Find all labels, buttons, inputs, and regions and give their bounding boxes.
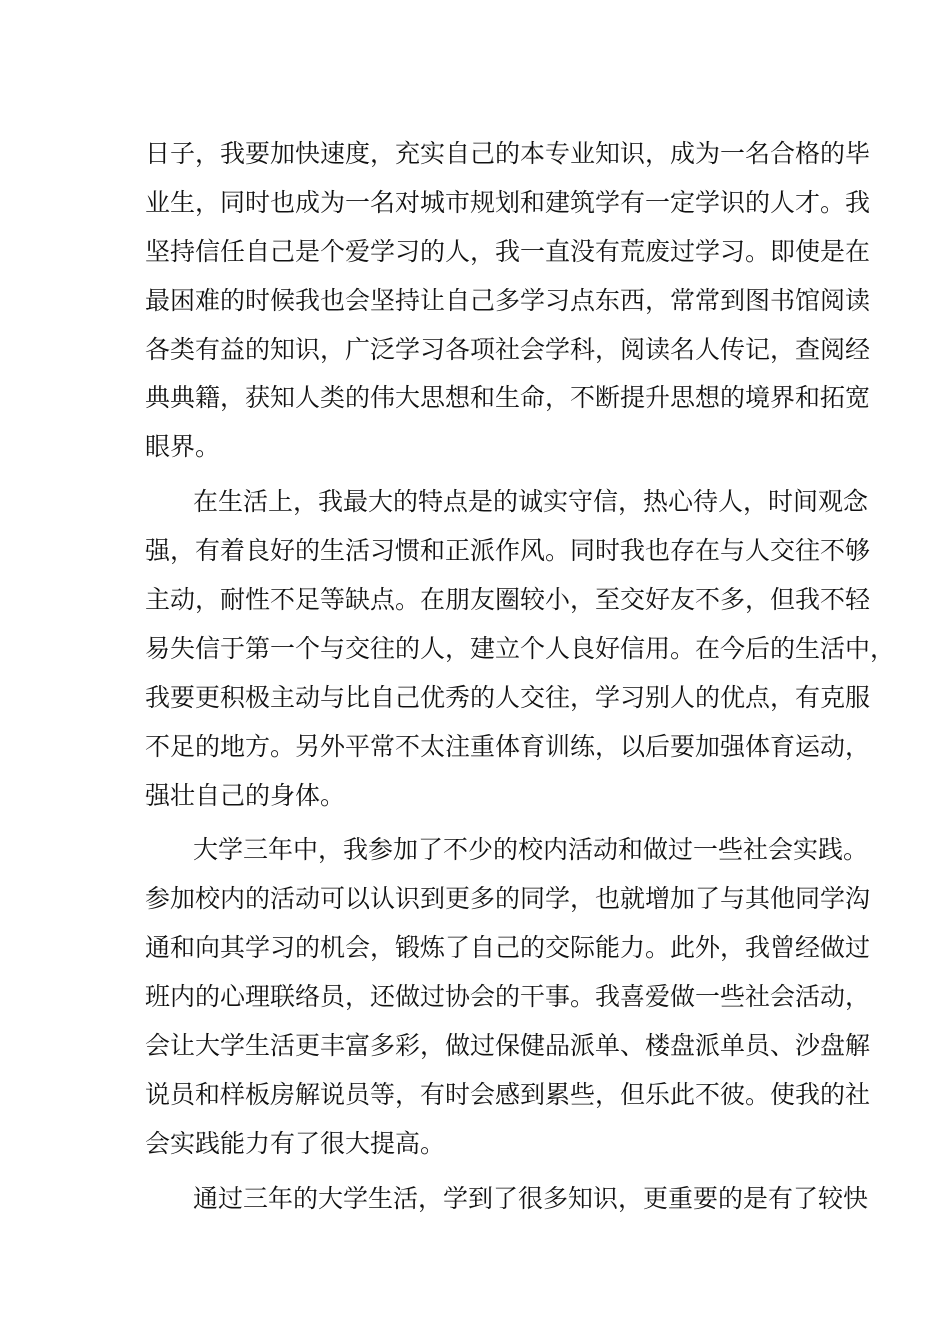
text-line: 各类有益的知识，广泛学习各项社会学科，阅读名人传记，查阅经	[145, 334, 871, 364]
text-line: 主动，耐性不足等缺点。在朋友圈较小，至交好友不多，但我不轻	[145, 585, 871, 615]
text-line: 通过三年的大学生活，学到了很多知识，更重要的是有了较快	[193, 1183, 869, 1213]
text-line: 最困难的时候我也会坚持让自己多学习点东西，常常到图书馆阅读	[145, 285, 871, 315]
text-line: 业生，同时也成为一名对城市规划和建筑学有一定学识的人才。我	[145, 187, 871, 217]
text-line: 说员和样板房解说员等，有时会感到累些，但乐此不彼。使我的社	[145, 1079, 871, 1109]
document-body	[145, 130, 896, 1224]
text-line: 我要更积极主动与比自己优秀的人交往，学习别人的优点，有克服	[145, 682, 871, 712]
text-line: 在生活上，我最大的特点是的诚实守信，热心待人，时间观念	[193, 487, 869, 517]
text-line: 班内的心理联络员，还做过协会的干事。我喜爱做一些社会活动，	[145, 982, 871, 1012]
text-line: 通和向其学习的机会，锻炼了自己的交际能力。此外，我曾经做过	[145, 933, 871, 963]
text-line: 坚持信任自己是个爱学习的人，我一直没有荒废过学习。即使是在	[145, 236, 871, 266]
text-line: 易失信于第一个与交往的人，建立个人良好信用。在今后的生活中，	[145, 633, 896, 663]
text-line: 会让大学生活更丰富多彩，做过保健品派单、楼盘派单员、沙盘解	[145, 1031, 871, 1061]
text-line: 大学三年中，我参加了不少的校内活动和做过一些社会实践。	[193, 835, 869, 865]
text-line: 强，有着良好的生活习惯和正派作风。同时我也存在与人交往不够	[145, 536, 871, 566]
text-line: 典典籍，获知人类的伟大思想和生命，不断提升思想的境界和拓宽	[145, 383, 871, 413]
paragraph-4	[145, 1175, 869, 1224]
text-line: 参加校内的活动可以认识到更多的同学，也就增加了与其他同学沟	[145, 884, 871, 914]
paragraph-2	[145, 478, 896, 820]
text-line: 眼界。	[145, 432, 221, 462]
text-line: 日子，我要加快速度，充实自己的本专业知识，成为一名合格的毕	[145, 139, 871, 168]
paragraph-3	[145, 826, 871, 1168]
text-line: 不足的地方。另外平常不太注重体育训练，以后要加强体育运动，	[145, 731, 871, 761]
paragraph-1	[145, 130, 871, 472]
text-line: 会实践能力有了很大提高。	[145, 1128, 446, 1158]
text-line: 强壮自己的身体。	[145, 780, 346, 810]
